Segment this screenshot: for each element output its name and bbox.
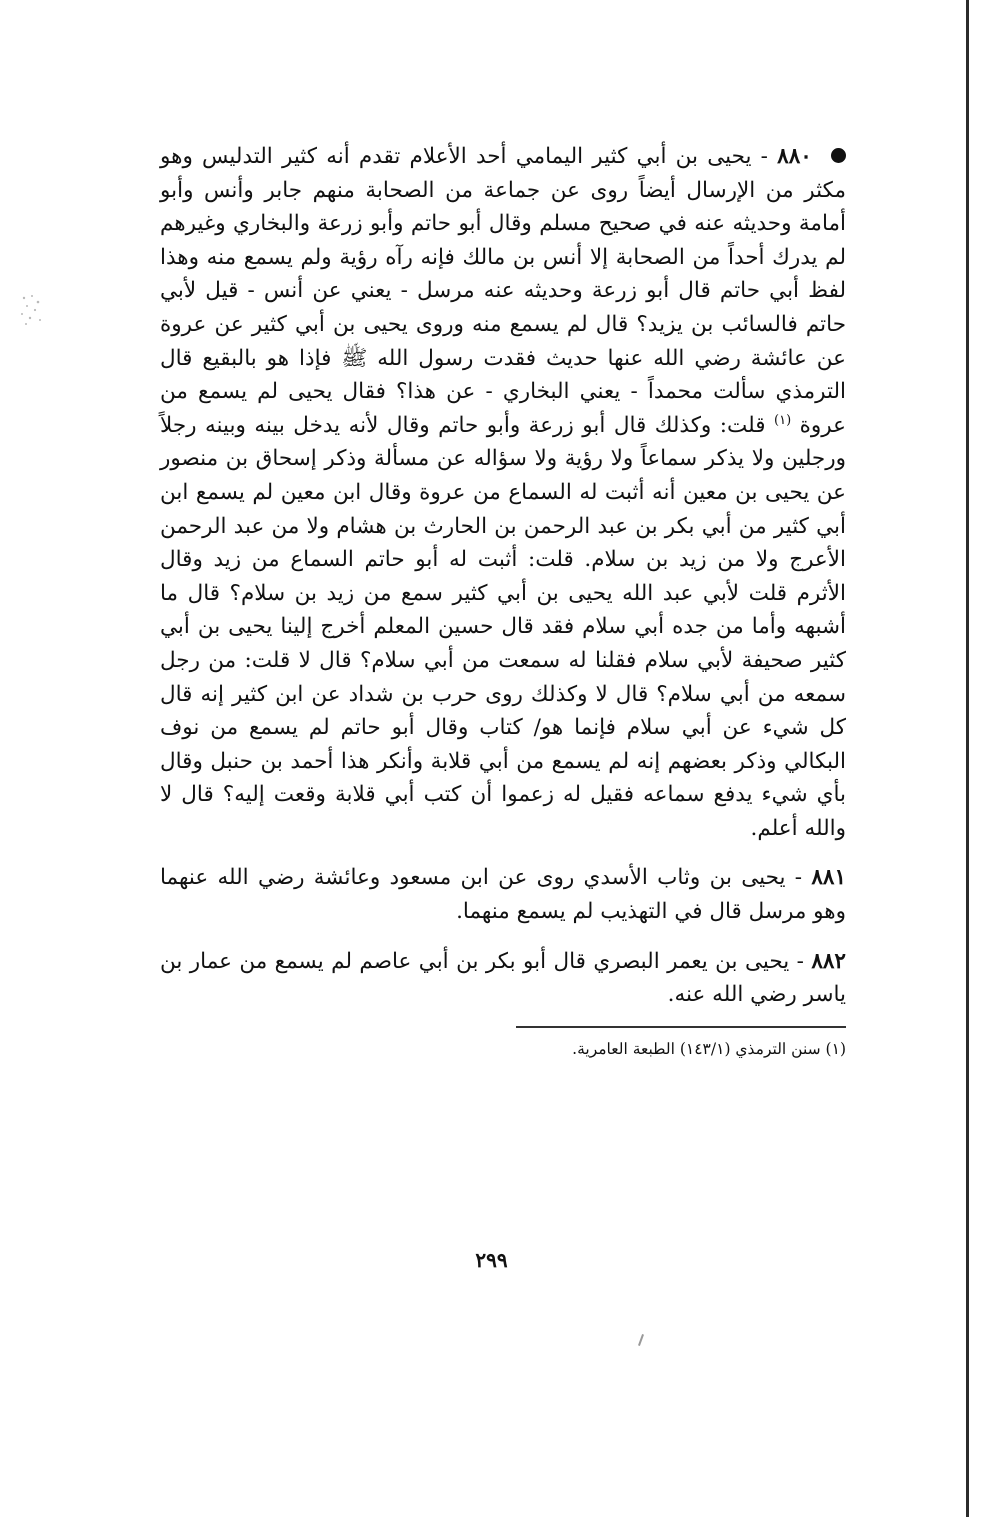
entry-882 <box>160 945 846 1012</box>
entry-text-continued: قلت: وكذلك قال أبو زرعة وأبو حاتم وقال لأنه يدخل بينه وبينه رجلاً ورجلين ولا يذكر سماعاً ولا رؤية ولا سؤاله عن مسألة وذكر إسحاق بن منصور عن يحيى بن معين أنه أثبت له السماع من عروة وقال ابن معين لم يسمع ابن أبي كثير من أبي بكر بن عبد الرحمن بن الحارث بن هشام ولا من عبد الرحمن الأعرج ولا من زيد بن سلام. قلت: أثبت له أبو حاتم السماع من زيد وقال الأثرم قلت لأبي عبد الله يحيى بن أبي كثير سمع من زيد بن سلام؟ قال ما أشبهه وأما من جده أبي سلام فقد قال حسين المعلم أخرج إلينا يحيى بن أبي كثير صحيفة لأبي سلام فقلنا له سمعت من أبي سلام؟ قال لا قلت: من رجل سمعه من أبي سلام؟ قال لا وكذلك روى حرب بن شداد عن ابن كثير إنه قال كل شيء عن أبي سلام فإنما هو/ كتاب وقال أبو حاتم لم يسمع من نوف البكالي وذكر بعضهم إنه لم يسمع من أبي قلابة وأنكر هذا أحمد بن حنبل وقال بأي شيء يدفع سماعه فقيل له زعموا أن كتب أبي قلابة وقعت إليه؟ قال لا والله أعلم. <box>160 412 846 841</box>
entry-text: يحيى بن وثاب الأسدي روى عن ابن مسعود وعائشة رضي الله عنهما وهو مرسل قال في التهذيب لم يسمع منهما. <box>160 865 846 925</box>
entry-number: ٨٨٠ <box>777 144 812 169</box>
footnote: (١) سنن الترمذي (١٤٣/١) الطبعة العامرية. <box>572 1039 846 1058</box>
entry-dash: - <box>760 144 768 169</box>
footnote-separator <box>516 1026 846 1028</box>
entry-880 <box>160 140 846 845</box>
page-body <box>160 140 846 1062</box>
entry-881 <box>160 861 846 928</box>
entry-text: يحيى بن أبي كثير اليمامي أحد الأعلام تقدم أنه كثير التدليس وهو مكثر من الإرسال أيضاً روى عن جماعة من الصحابة منهم جابر وأنس وأبو أمامة وحديثه عنه في صحيح مسلم وقال أبو حاتم وأبو زرعة والبخاري وغيرهم لم يدرك أحداً من الصحابة إلا أنس بن مالك فإنه رآه رؤية ولم يسمع منه وهذا لفظ أبي حاتم قال أبو زرعة وحديثه عنه مرسل - يعني عن أنس - قيل لأبي حاتم فالسائب بن يزيد؟ قال لم يسمع منه وروى يحيى بن أبي كثير عن عروة عن عائشة رضي الله عنها حديث فقدت رسول الله ﷺ فإذا هو بالبقيع قال الترمذي سألت محمداً - يعني البخاري - عن هذا؟ فقال يحيى لم يسمع من عروة <box>160 144 846 438</box>
entry-text: يحيى بن يعمر البصري قال أبو بكر بن أبي عاصم لم يسمع من عمار بن ياسر رضي الله عنه. <box>160 948 846 1008</box>
scan-mark <box>638 1334 644 1346</box>
entry-dash: - <box>794 865 803 891</box>
footnote-reference: (١) <box>774 412 792 428</box>
page-edge-shadow <box>966 0 969 1517</box>
entry-number: ٨٨١ <box>811 865 847 891</box>
page-number: ٢٩٩ <box>475 1248 508 1272</box>
entry-dash: - <box>796 948 804 974</box>
bullet-icon <box>831 148 846 163</box>
margin-speck-mark <box>18 292 44 328</box>
entry-number: ٨٨٢ <box>811 948 846 974</box>
